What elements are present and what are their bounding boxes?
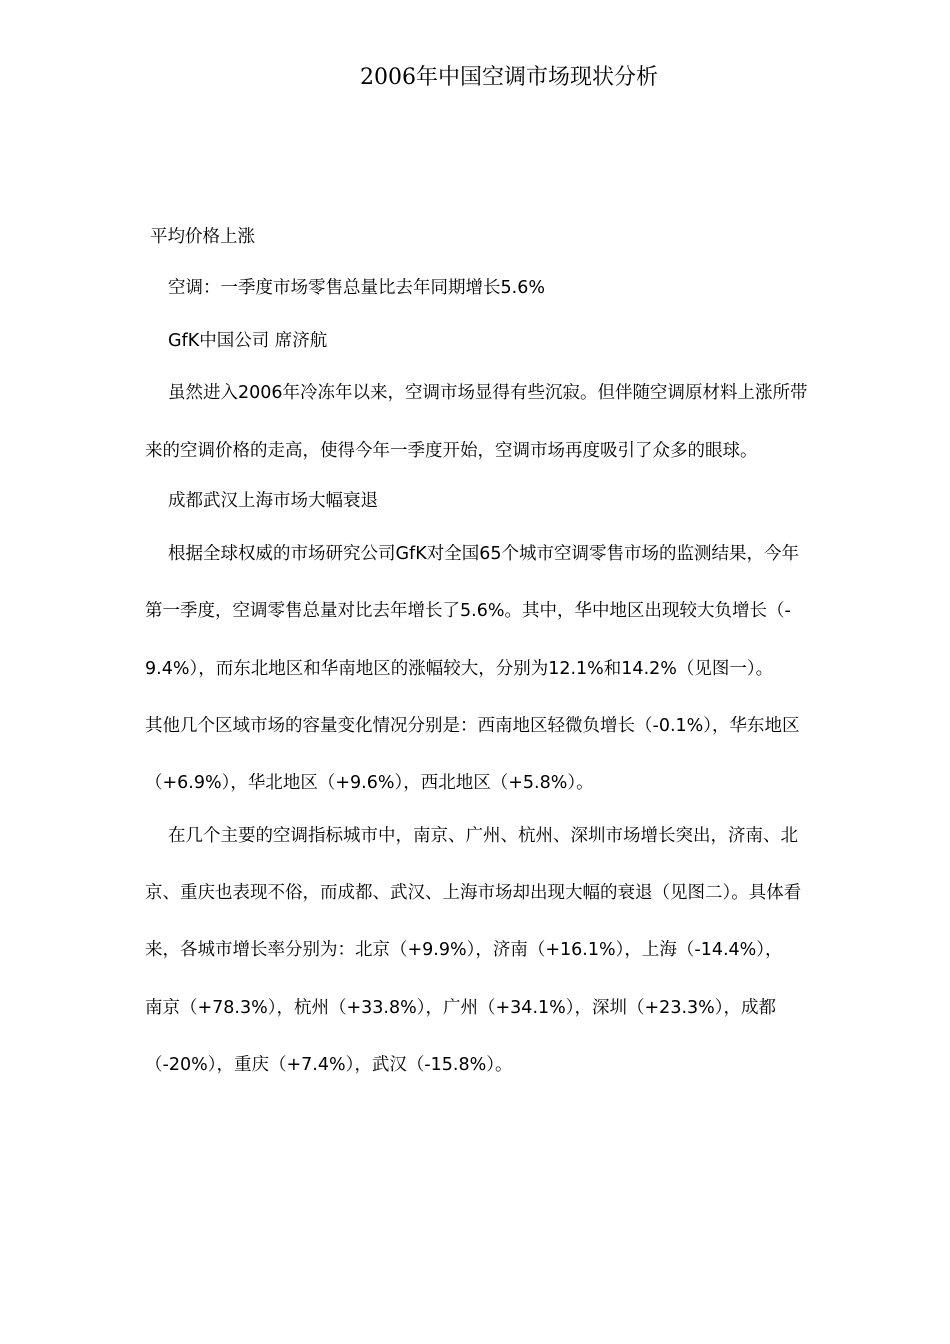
paragraph-3-line-2: 京、重庆也表现不俗，而成都、武汉、上海市场却出现大幅的衰退（见图二）。具体看 xyxy=(145,883,802,903)
paragraph-2-line-3: 9.4%），而东北地区和华南地区的涨幅较大，分别为12.1%和14.2%（见图一）。 xyxy=(145,659,774,679)
paragraph-2-line-5: （+6.9%），华北地区（+9.6%），西北地区（+5.8%）。 xyxy=(145,773,594,793)
paragraph-2-line-4: 其他几个区域市场的容量变化情况分别是：西南地区轻微负增长（-0.1%），华东地区 xyxy=(145,716,800,736)
paragraph-3-line-5: （-20%），重庆（+7.4%），武汉（-15.8%）。 xyxy=(145,1055,513,1075)
paragraph-2-line-2: 第一季度，空调零售总量对比去年增长了5.6%。其中，华中地区出现较大负增长（- xyxy=(145,601,791,621)
subheading-price-rise: 平均价格上涨 xyxy=(150,227,255,247)
paragraph-3-line-3: 来，各城市增长率分别为：北京（+9.9%），济南（+16.1%），上海（-14.4%）， xyxy=(145,940,783,960)
paragraph-1-line-2: 来的空调价格的走高，使得今年一季度开始，空调市场再度吸引了众多的眼球。 xyxy=(145,441,758,461)
paragraph-3-line-4: 南京（+78.3%），杭州（+33.8%），广州（+34.1%），深圳（+23.3%），成都 xyxy=(145,998,777,1018)
document-title: 2006年中国空调市场现状分析 xyxy=(360,65,658,90)
subheading-decline: 成都武汉上海市场大幅衰退 xyxy=(168,491,378,511)
article-byline: GfK中国公司 席济航 xyxy=(168,331,328,351)
paragraph-1-line-1: 虽然进入2006年冷冻年以来，空调市场显得有些沉寂。但伴随空调原材料上涨所带 xyxy=(168,383,808,403)
paragraph-3-line-1: 在几个主要的空调指标城市中，南京、广州、杭州、深圳市场增长突出，济南、北 xyxy=(168,826,798,846)
article-headline: 空调：一季度市场零售总量比去年同期增长5.6% xyxy=(168,278,545,298)
paragraph-2-line-1: 根据全球权威的市场研究公司GfK对全国65个城市空调零售市场的监测结果，今年 xyxy=(168,544,799,564)
